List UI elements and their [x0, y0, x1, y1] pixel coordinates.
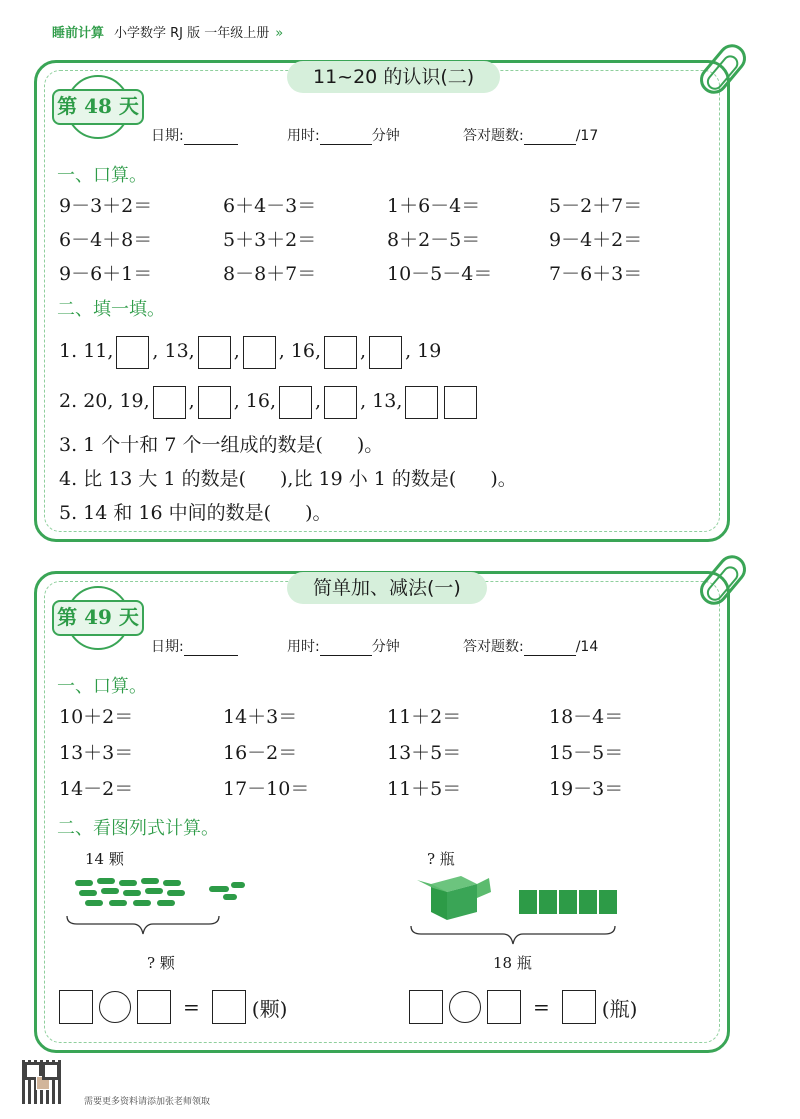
calc-problem: 11＋2＝ — [387, 706, 462, 728]
bottles-equation-row — [409, 988, 637, 1026]
sweets-bottom-label: ? 颗 — [147, 954, 175, 972]
answer-box[interactable] — [198, 386, 231, 419]
day-label: 第 49 天 — [52, 600, 144, 636]
sequence-text: , 13, — [152, 340, 195, 362]
date-label: 日期: — [151, 639, 184, 655]
calc-problem: 10＋2＝ — [59, 706, 134, 728]
calc-problem: 7－6＋3＝ — [549, 263, 643, 285]
calc-problem: 19－3＝ — [549, 778, 624, 800]
calc-problem: 18－4＝ — [549, 706, 624, 728]
calc-problem: 5＋3＋2＝ — [223, 229, 317, 251]
time-row — [287, 125, 400, 145]
day-label: 第 48 天 — [52, 89, 144, 125]
operator-circle[interactable] — [99, 991, 131, 1023]
calc-problem: 15－5＝ — [549, 742, 624, 764]
curly-brace — [411, 926, 615, 944]
book-subtitle: 小学数学 RJ 版 一年级上册 — [114, 26, 270, 41]
sequence-text: , — [188, 390, 195, 412]
unit-label: (颗) — [251, 996, 288, 1021]
fill-question-2 — [59, 383, 480, 419]
score-blank[interactable] — [524, 131, 576, 145]
score-blank[interactable] — [524, 642, 576, 656]
time-row — [287, 636, 400, 656]
calc-problem: 9－3＋2＝ — [59, 195, 153, 217]
question-text: ),比 19 小 1 的数是( — [280, 468, 457, 490]
curly-brace — [67, 916, 219, 934]
worksheet-card-day-49 — [34, 571, 730, 1053]
fill-question-4 — [59, 461, 517, 497]
series-brand: 睡前计算 — [52, 26, 105, 41]
calc-problem: 8＋2－5＝ — [387, 229, 481, 251]
answer-box[interactable] — [279, 386, 312, 419]
time-unit: 分钟 — [371, 128, 400, 144]
sequence-text: , 16, — [233, 390, 277, 412]
worksheet-card-day-48 — [34, 60, 730, 542]
sequence-text: , — [233, 340, 240, 362]
calc-problem: 16－2＝ — [223, 742, 298, 764]
lesson-title: 简单加、减法(一) — [287, 572, 487, 604]
calc-problem: 14＋3＝ — [223, 706, 298, 728]
sweets-extra — [213, 880, 253, 904]
calc-problem: 5－2＋7＝ — [549, 195, 643, 217]
qr-code-icon[interactable] — [22, 1060, 62, 1104]
question-text: 3. 1 个十和 7 个一组成的数是( — [59, 434, 323, 456]
chevron-right-icon: » — [275, 26, 284, 41]
calc-problem: 8－8＋7＝ — [223, 263, 317, 285]
date-blank[interactable] — [184, 642, 238, 656]
answer-box[interactable] — [153, 386, 186, 419]
sequence-text: 20, 19, — [83, 390, 150, 412]
answer-box[interactable] — [59, 990, 93, 1024]
score-total: /17 — [575, 128, 599, 144]
score-row — [463, 125, 598, 145]
section-fill-in: 二、填一填。 — [57, 299, 165, 320]
answer-box[interactable] — [116, 336, 149, 369]
answer-box[interactable] — [405, 386, 438, 419]
score-label: 答对题数: — [463, 639, 524, 655]
score-total: /14 — [575, 639, 599, 655]
day-badge — [52, 592, 144, 648]
question-text: )。 — [356, 434, 384, 456]
answer-box[interactable] — [409, 990, 443, 1024]
calc-problem: 10－5－4＝ — [387, 263, 493, 285]
question-number: 2. — [59, 390, 78, 412]
equals-sign: = — [183, 995, 200, 1019]
time-label: 用时: — [287, 128, 320, 144]
answer-box[interactable] — [324, 336, 357, 369]
calc-problem: 13＋5＝ — [387, 742, 462, 764]
score-row — [463, 636, 598, 656]
fill-question-3 — [59, 427, 383, 463]
open-box-icon — [417, 876, 491, 920]
sequence-text: , 16, — [278, 340, 322, 362]
calc-problem: 1＋6－4＝ — [387, 195, 481, 217]
calc-problem: 11＋5＝ — [387, 778, 462, 800]
bottles-top-label: ? 瓶 — [427, 850, 455, 868]
answer-box[interactable] — [562, 990, 596, 1024]
avatar — [36, 1076, 50, 1090]
fill-question-5 — [59, 495, 331, 531]
section-oral-calc: 一、口算。 — [57, 165, 147, 186]
answer-box[interactable] — [212, 990, 246, 1024]
calc-problem: 6＋4－3＝ — [223, 195, 317, 217]
sequence-text: 11, — [83, 340, 114, 362]
lesson-title: 11~20 的认识(二) — [287, 61, 500, 93]
sequence-text: , 13, — [360, 390, 403, 412]
date-blank[interactable] — [184, 131, 238, 145]
section-picture-equation: 二、看图列式计算。 — [57, 818, 219, 839]
calc-problem: 14－2＝ — [59, 778, 134, 800]
time-label: 用时: — [287, 639, 320, 655]
calc-problem: 9－4＋2＝ — [549, 229, 643, 251]
answer-box[interactable] — [198, 336, 231, 369]
equals-sign: = — [533, 995, 550, 1019]
fill-question-1 — [59, 333, 441, 369]
question-text: )。 — [490, 468, 517, 490]
sequence-text: , 19 — [405, 340, 442, 362]
answer-box[interactable] — [444, 386, 477, 419]
bottles-picture — [407, 870, 627, 954]
sweets-top-label: 14 颗 — [85, 850, 124, 868]
bottles-bottom-label: 18 瓶 — [493, 954, 532, 972]
sequence-text: , — [360, 340, 367, 362]
score-label: 答对题数: — [463, 128, 524, 144]
answer-box[interactable] — [369, 336, 402, 369]
answer-box[interactable] — [324, 386, 357, 419]
answer-box[interactable] — [487, 990, 521, 1024]
time-blank[interactable] — [320, 131, 372, 145]
question-number: 1. — [59, 340, 78, 362]
day-badge — [52, 81, 144, 137]
calc-problem: 13＋3＝ — [59, 742, 134, 764]
time-unit: 分钟 — [371, 639, 400, 655]
sweets-picture — [63, 872, 223, 942]
sequence-text: , — [315, 390, 322, 412]
section-oral-calc: 一、口算。 — [57, 676, 147, 697]
sweets-group-large — [75, 878, 185, 906]
info-row — [151, 636, 238, 656]
question-text: 4. 比 13 大 1 的数是( — [59, 468, 247, 490]
calc-problem: 9－6＋1＝ — [59, 263, 153, 285]
calc-problem: 17－10＝ — [223, 778, 310, 800]
bottle-boxes — [519, 890, 617, 914]
question-text: )。 — [305, 502, 332, 524]
time-blank[interactable] — [320, 642, 372, 656]
footer-note: 需要更多资料请添加张老师领取 — [84, 1097, 211, 1107]
operator-circle[interactable] — [449, 991, 481, 1023]
answer-box[interactable] — [137, 990, 171, 1024]
question-text: 5. 14 和 16 中间的数是( — [59, 502, 272, 524]
page-header — [52, 22, 283, 41]
answer-box[interactable] — [243, 336, 276, 369]
info-row — [151, 125, 238, 145]
unit-label: (瓶) — [601, 996, 638, 1021]
calc-problem: 6－4＋8＝ — [59, 229, 153, 251]
sweets-equation-row — [59, 988, 287, 1026]
date-label: 日期: — [151, 128, 184, 144]
